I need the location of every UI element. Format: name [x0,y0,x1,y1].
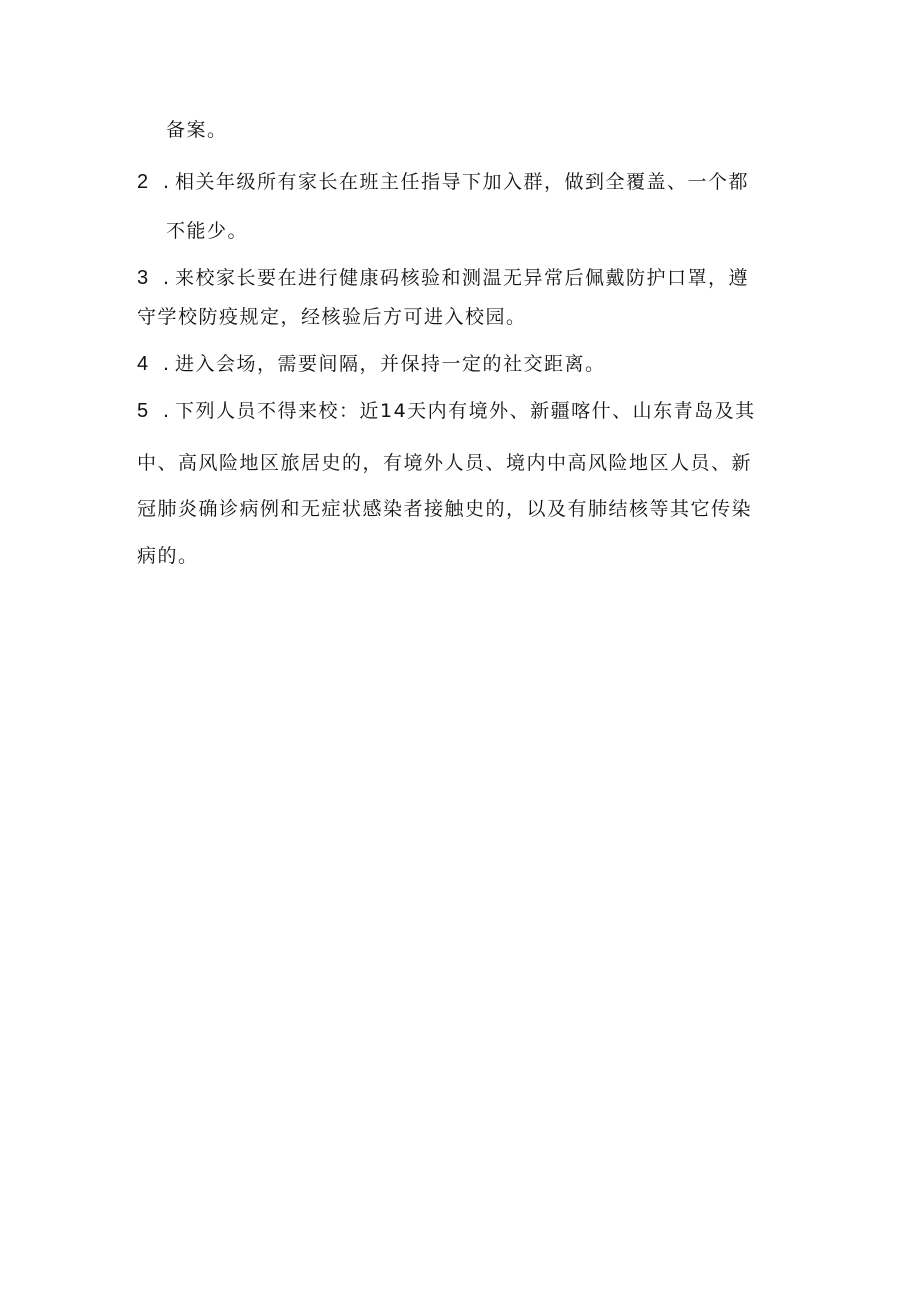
list-separator: . [163,353,170,375]
list-item-3-line-1 [137,266,784,290]
list-number: 2 [137,171,149,193]
list-number: 5 [137,400,149,422]
list-item-4-line-1 [137,352,606,376]
list-item-5-line-3: 冠肺炎确诊病例和无症状感染者接触史的，以及有肺结核等其它传染 [137,498,753,520]
list-item-text: 下列人员不得来校：近14天内有境外、新疆喀什、山东青岛及其 [175,400,756,422]
list-number: 4 [137,353,149,375]
list-item-text: 进入会场，需要间隔，并保持一定的社交距离。 [175,353,606,375]
list-item-5-line-1 [137,399,784,423]
list-separator: . [163,171,170,193]
list-item-text: 相关年级所有家长在班主任指导下加入群，做到全覆盖、一个都 [175,171,750,193]
list-item-text: 来校家长要在进行健康码核验和测温无异常后佩戴防护口罩，遵 [175,267,750,289]
item-1-continuation: 备案。 [166,119,228,141]
list-separator: . [163,400,170,422]
list-item-3-line-2: 守学校防疫规定，经核验后方可进入校园。 [137,306,527,328]
list-item-2-line-2: 不能少。 [166,220,249,242]
list-separator: . [163,267,170,289]
list-number: 3 [137,267,149,289]
list-item-5-line-4: 病的。 [137,545,199,567]
list-item-2-line-1 [137,170,784,194]
list-item-5-line-2: 中、高风险地区旅居史的，有境外人员、境内中高风险地区人员、新 [137,452,753,474]
